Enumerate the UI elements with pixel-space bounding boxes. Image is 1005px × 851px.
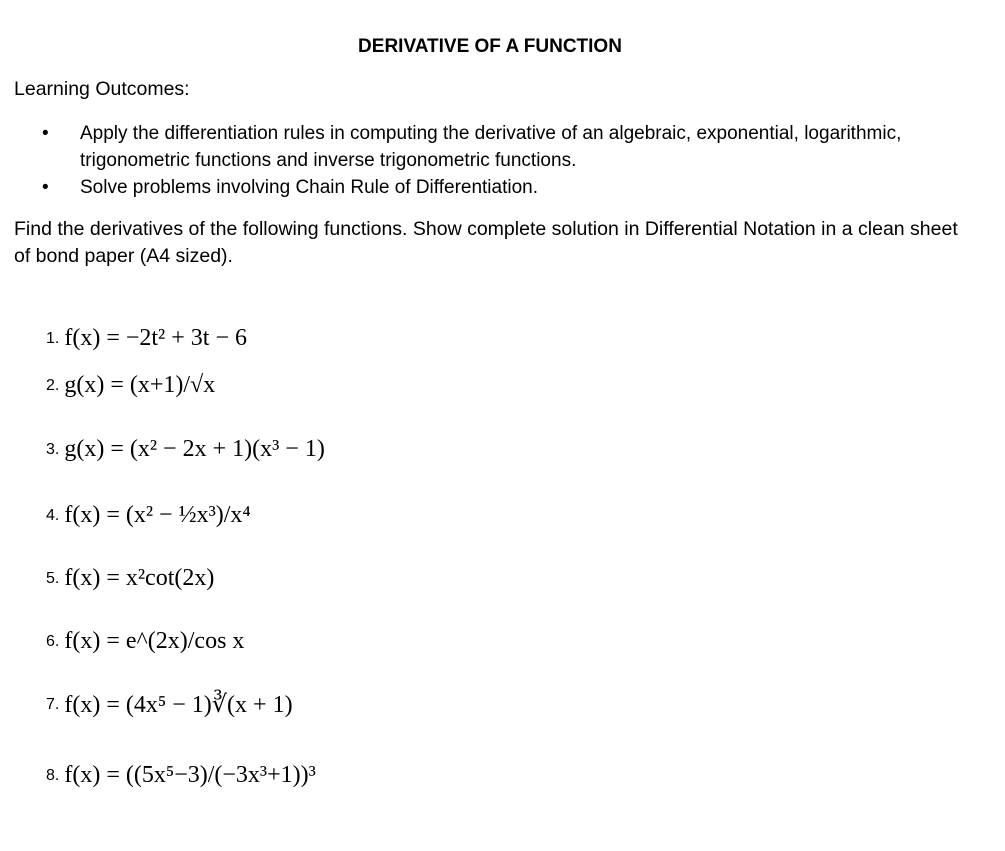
- problem-number: 6.: [46, 632, 60, 650]
- problem-expression: f(x) = ((5x⁵−3)/(−3x³+1))³: [64, 762, 316, 788]
- outcome-text: Solve problems involving Chain Rule of Differentiation.: [80, 177, 539, 198]
- problem-number: 1.: [46, 329, 60, 347]
- outcome-text: Apply the differentiation rules in computing the derivative of an algebraic, exponential, logarithmic, trigonometric functions and inverse trigonometric functions.: [80, 123, 902, 171]
- list-item: [42, 174, 942, 201]
- page-title: DERIVATIVE OF A FUNCTION: [358, 36, 622, 57]
- problem-number: 8.: [46, 766, 60, 784]
- problem-number: 3.: [46, 440, 60, 458]
- problem-number: 4.: [46, 506, 60, 524]
- list-item: [42, 120, 942, 174]
- problem-expression: f(x) = x²cot(2x): [64, 565, 215, 591]
- problem-expression: f(x) = (x² − ½x³)/x⁴: [64, 502, 251, 528]
- bullet-icon: •: [42, 177, 49, 198]
- problem-number: 2.: [46, 376, 60, 394]
- problem-number: 5.: [46, 569, 60, 587]
- problem-expression: f(x) = e^(2x)/cos x: [64, 628, 245, 654]
- problem-expression: f(x) = −2t² + 3t − 6: [64, 325, 247, 351]
- problem-6: [46, 628, 244, 655]
- problem-expression: f(x) = (4x⁵ − 1)∛(x + 1): [64, 692, 293, 718]
- problem-3: [46, 436, 325, 463]
- problem-5: [46, 565, 214, 592]
- bullet-icon: •: [42, 123, 49, 144]
- problem-2: [46, 372, 215, 399]
- problem-4: [46, 502, 251, 529]
- problem-expression: g(x) = (x² − 2x + 1)(x³ − 1): [64, 436, 325, 462]
- learning-outcomes-heading: Learning Outcomes:: [14, 78, 190, 100]
- problem-8: [46, 762, 316, 789]
- problem-7: [46, 690, 293, 719]
- instructions: Find the derivatives of the following functions. Show complete solution in Differential Notation in a clean sheet of bond paper (A4 sized).: [14, 218, 958, 267]
- problem-expression: g(x) = (x+1)/√x: [64, 372, 216, 398]
- problem-number: 7.: [46, 695, 60, 713]
- problem-1: [46, 325, 247, 352]
- learning-outcomes-list: [42, 120, 942, 201]
